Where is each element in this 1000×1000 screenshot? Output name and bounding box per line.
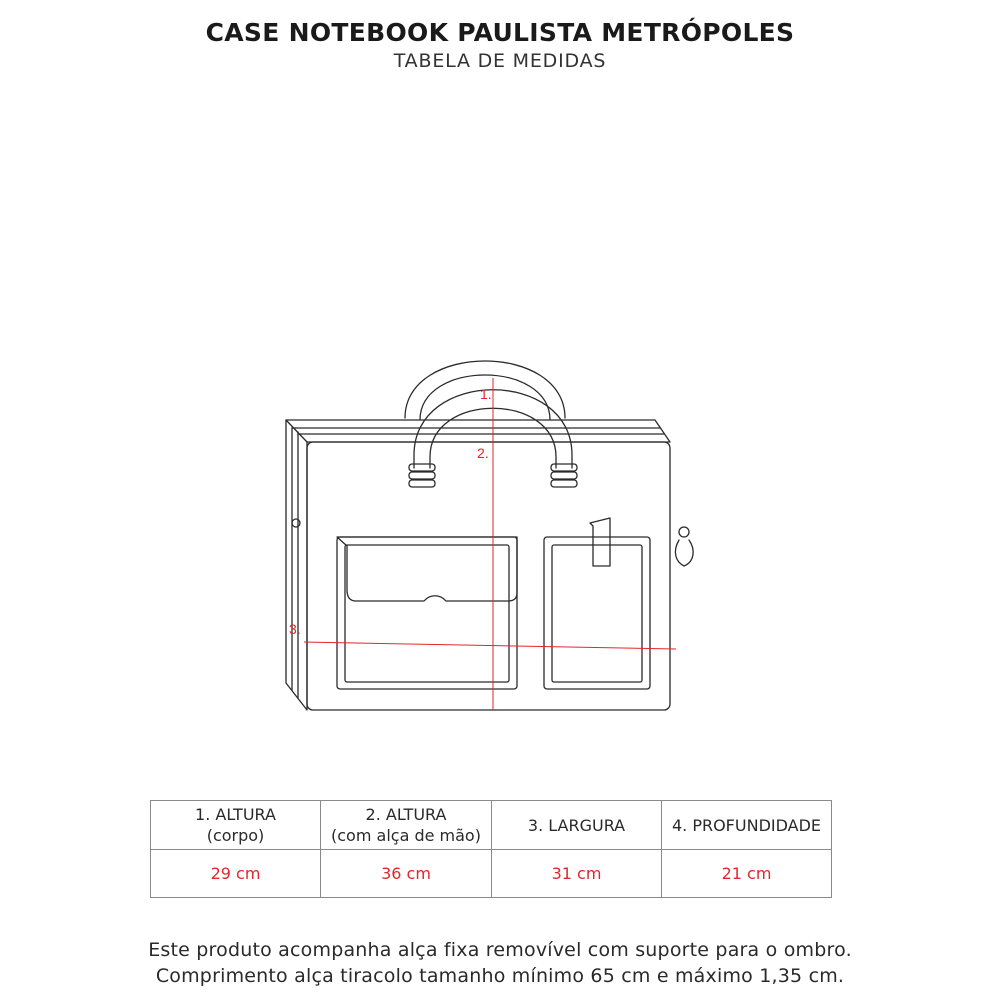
marker-1: 1. [480,386,492,402]
header-profundidade: 4. PROFUNDIDADE [662,801,832,850]
bag-body [307,442,670,710]
pen-loop [590,518,610,566]
value-profundidade: 21 cm [662,850,832,898]
left-pocket [337,537,517,689]
left-pocket-flap [337,537,517,601]
width-guide [304,642,676,649]
page-subtitle: TABELA DE MEDIDAS [393,50,607,72]
page-title: CASE NOTEBOOK PAULISTA METRÓPOLES [205,18,795,47]
header-largura: 3. LARGURA [492,801,662,850]
value-largura: 31 cm [492,850,662,898]
footer-line-1: Este produto acompanha alça fixa removível com suporte para o ombro. [148,939,852,961]
table-row [151,850,832,898]
side-panel [286,420,307,710]
footer-line-2: Comprimento alça tiracolo tamanho mínimo 65 cm e máximo 1,35 cm. [155,965,845,987]
header-altura-corpo: 1. ALTURA (corpo) [151,801,321,850]
measurements-table [150,800,832,898]
marker-3: 3. [289,621,301,637]
top-edge [286,420,670,442]
side-clip [675,540,693,566]
value-altura-corpo: 29 cm [151,850,321,898]
header-altura-alca: 2. ALTURA (com alça de mão) [321,801,492,850]
value-altura-alca: 36 cm [321,850,492,898]
right-pocket [544,537,650,689]
footer-note [0,937,1000,989]
marker-2: 2. [477,445,489,461]
table-header-row [151,801,832,850]
